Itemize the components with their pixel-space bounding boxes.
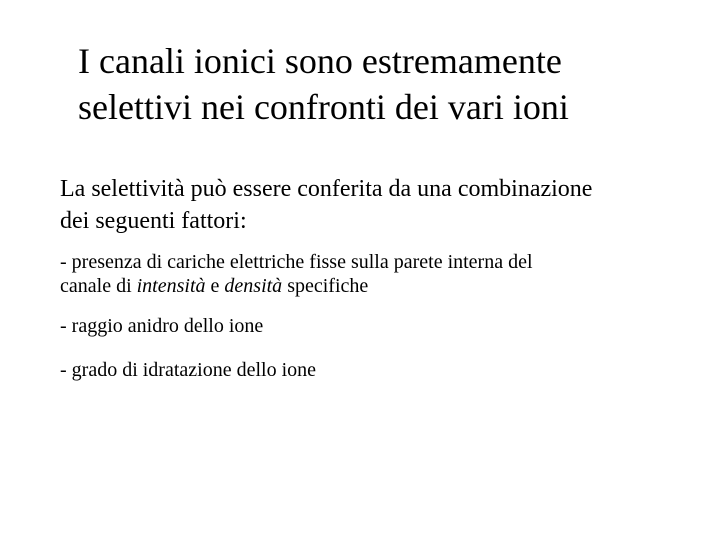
- factor-item-charges: [60, 250, 700, 298]
- factor-item-radius: [60, 314, 700, 338]
- factor-1-intensity: intensità: [136, 275, 206, 297]
- factor-1-suffix: specifiche: [282, 275, 369, 297]
- factor-1-line-2: [60, 274, 700, 298]
- intro-text: [60, 173, 700, 237]
- intro-line-2: dei seguenti fattori:: [60, 208, 247, 234]
- intro-line-1: La selettività può essere conferita da una combinazione: [60, 176, 593, 202]
- factor-1-prefix: canale di: [60, 275, 137, 297]
- factor-1-connector: e: [205, 275, 225, 297]
- slide-title-line-1: I canali ionici sono estremamente: [78, 41, 562, 81]
- factor-1-density: densità: [224, 275, 283, 297]
- factor-1-line-1: - presenza di cariche elettriche fisse sulla parete interna del: [60, 251, 533, 273]
- factor-3-text: - grado di idratazione dello ione: [60, 359, 317, 381]
- factor-item-hydration: [60, 358, 700, 382]
- slide-title: [78, 38, 698, 130]
- factor-2-text: - raggio anidro dello ione: [60, 315, 264, 337]
- slide-title-line-2: selettivi nei confronti dei vari ioni: [78, 87, 569, 127]
